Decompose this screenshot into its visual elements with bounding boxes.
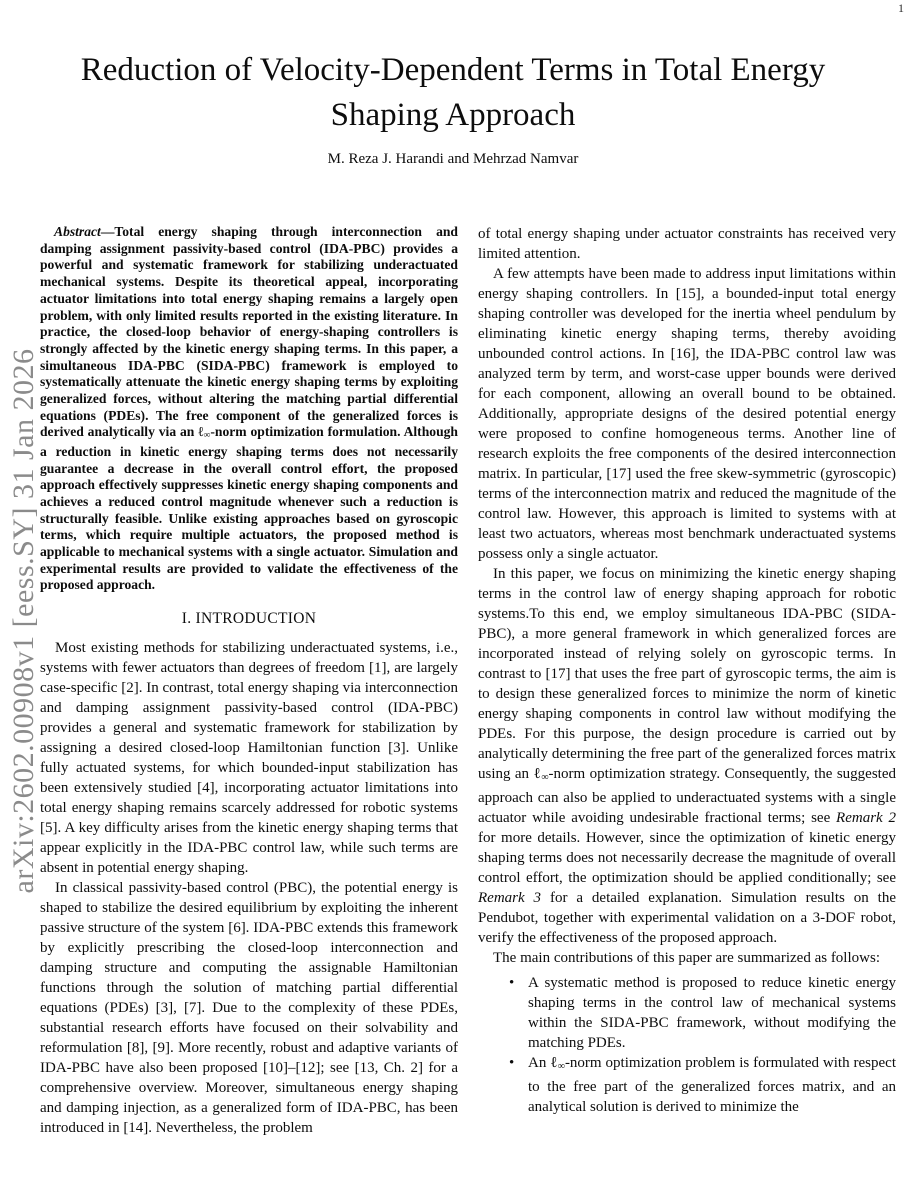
body-paragraph	[40, 878, 458, 1138]
bullet-icon: •	[509, 974, 515, 991]
text-segment: -norm optimization strategy. Consequently, the suggested approach can also be applied to underactuated systems with a single actuator while avoiding undesirable fractional terms; see	[478, 766, 896, 826]
text-segment: —Total energy shaping through interconnection and damping assignment passivity-based control (IDA-PBC) provides a powerful and systematic framework for stabilizing underactuated mechanical systems. Despite its theoretical appeal, incorporating actuator limitations into total energy shaping remains a largely open problem, with only limited results reported in the existing literature. In practice, the closed-loop behavior of energy-shaping controllers is strongly affected by the kinetic energy shaping terms. In this paper, a simultaneous IDA-PBC (SIDA-PBC) framework is employed to systematically attenuate the kinetic energy shaping terms by exploiting generalized forces, without altering the matching partial differential equations (PDEs). The free component of the generalized forces is derived analytically via an	[40, 224, 458, 440]
text-segment: Remark 3	[478, 889, 542, 906]
text-segment: A systematic method is proposed to reduce kinetic energy shaping terms in the control law of mechanical systems within the SIDA-PBC framework, without modifying the matching PDEs.	[528, 974, 896, 1051]
text-segment: A few attempts have been made to address input limitations within energy shaping controllers. In [15], a bounded-input total energy shaping controller was developed for the inertia wheel pendulum by eliminating kinetic energy shaping terms, thereby avoiding unbounded control actions. In [16], the IDA-PBC control law was analyzed term by term, and worst-case upper bounds were derived for each component, allowing an overall bound to be obtained. Additionally, appropriate designs of the desired potential energy were proposed to confine homogeneous terms. Another line of research exploits the free components of the desired interconnection matrix. In particular, [17] used the free skew-symmetric (gyroscopic) terms of the interconnection matrix and reduced the magnitude of the control law. However, this approach is limited to systems with at least two actuators, whereas most benchmark underactuated systems possess only a single actuator.	[478, 266, 896, 562]
text-segment: Remark 2	[836, 809, 897, 826]
list-item-text	[528, 975, 896, 1051]
body-paragraph	[478, 948, 896, 968]
paper-title: Reduction of Velocity-Dependent Terms in Total Energy Shaping Approach	[80, 52, 826, 133]
left-column	[40, 224, 458, 1138]
subscript-text: ∞	[541, 771, 549, 783]
arxiv-stamp: arXiv:2602.00908v1 [eess.SY] 31 Jan 2026	[7, 348, 40, 894]
bullet-icon: •	[509, 1054, 515, 1071]
body-paragraph	[40, 638, 458, 878]
text-segment: ℓ	[533, 766, 542, 782]
page-number: 1	[898, 1, 904, 15]
paper-authors: M. Reza J. Harandi and Mehrzad Namvar	[327, 151, 579, 167]
text-segment: for a detailed explanation. Simulation results on the Pendubot, together with experimental validation on a 3-DOF robot, verify the effectiveness of the proposed approach.	[478, 889, 896, 946]
text-segment: -norm optimization problem is formulated with respect to the free part of the generalized forces matrix, and an analytical solution is derived to minimize the	[528, 1054, 897, 1115]
right-column	[478, 224, 896, 1138]
list-item	[478, 973, 896, 1053]
text-segment: In this paper, we focus on minimizing the kinetic energy shaping terms in the control law of energy shaping approach for robotic systems.To this end, we employ simultaneous IDA-PBC (SIDA-PBC), a more general framework in which generalized forces are incorporated instead of relying solely on gyroscopic terms. In contrast to [17] that uses the free part of gyroscopic terms, the aim is to design these generalized forces to minimize the norm of kinetic energy shaping components in control law without modifying the PDEs. For this purpose, the design procedure is carried out by analytically determining the free part of the generalized forces matrix using an	[478, 566, 896, 782]
two-column-body	[40, 224, 895, 1138]
text-segment: ℓ	[198, 424, 204, 440]
section-heading: I. INTRODUCTION	[181, 610, 317, 628]
subscript-text: ∞	[557, 1060, 565, 1072]
text-segment: In classical passivity-based control (PBC), the potential energy is shaped to stabilize the desired equilibrium by exploiting the inherent passive structure of the system [6]. IDA-PBC extends this framework by explicitly prescribing the closed-loop interconnection and damping structure and computing the assignable Hamiltonian functions through the solution of matching partial differential equations (PDEs) [3], [7]. Due to the complexity of these PDEs, substantial research efforts have focused on their solvability and reformulation [8], [9]. More recently, robust and adaptive variants of IDA-PBC have also been proposed [10]–[12]; see [13, Ch. 2] for a comprehensive overview. Moreover, simultaneous energy shaping and damping injection, as a generalized form of IDA-PBC, has been introduced in [14]. Nevertheless, the problem	[40, 880, 458, 1137]
text-segment: An	[528, 1054, 551, 1071]
text-segment: Abstract	[54, 224, 101, 239]
subscript-text: ∞	[203, 430, 211, 441]
list-item-text	[528, 1055, 896, 1115]
text-segment: -norm optimization formulation. Although a reduction in kinetic energy shaping terms does not necessarily guarantee a decrease in the overall control effort, the proposed approach effectively suppresses kinetic energy shaping components and achieves a reduced control magnitude whenever such a reduction is structurally feasible. Unlike existing approaches based on gyroscopic terms, which require multiple actuators, the proposed method is applicable to mechanical systems with a single actuator. Simulation and experimental results are provided to validate the effectiveness of the proposed approach.	[40, 424, 458, 593]
body-paragraph	[478, 264, 896, 564]
text-segment: of total energy shaping under actuator constraints has received very limited attention.	[478, 226, 896, 262]
text-segment: Most existing methods for stabilizing underactuated systems, i.e., systems with fewer actuators than degrees of freedom [1], are largely case-specific [2]. In contrast, total energy shaping via interconnection and damping assignment passivity-based control (IDA-PBC) provides a general and systematic framework for stabilization by assigning a desired closed-loop Hamiltonian function [3]. Unlike fully actuated systems, for which bounded-input stabilization has been extensively studied [4], incorporating actuator limitations into total energy shaping remains scarcely addressed for robotic systems [5]. A key difficulty arises from the kinetic energy shaping terms that appear explicitly in the IDA-PBC control law, while such terms are absent in potential energy shaping.	[40, 640, 458, 877]
contribution-list	[478, 973, 896, 1117]
body-paragraph	[478, 224, 896, 264]
abstract-paragraph	[40, 224, 458, 594]
text-segment: for more details. However, since the optimization of kinetic energy shaping terms does not necessarily decrease the magnitude of overall control effort, the optimization should be applied conditionally; see	[478, 829, 896, 886]
text-segment: ℓ	[550, 1054, 558, 1071]
body-paragraph	[478, 564, 896, 948]
list-item	[478, 1053, 896, 1117]
text-segment: The main contributions of this paper are summarized as follows:	[493, 949, 880, 966]
